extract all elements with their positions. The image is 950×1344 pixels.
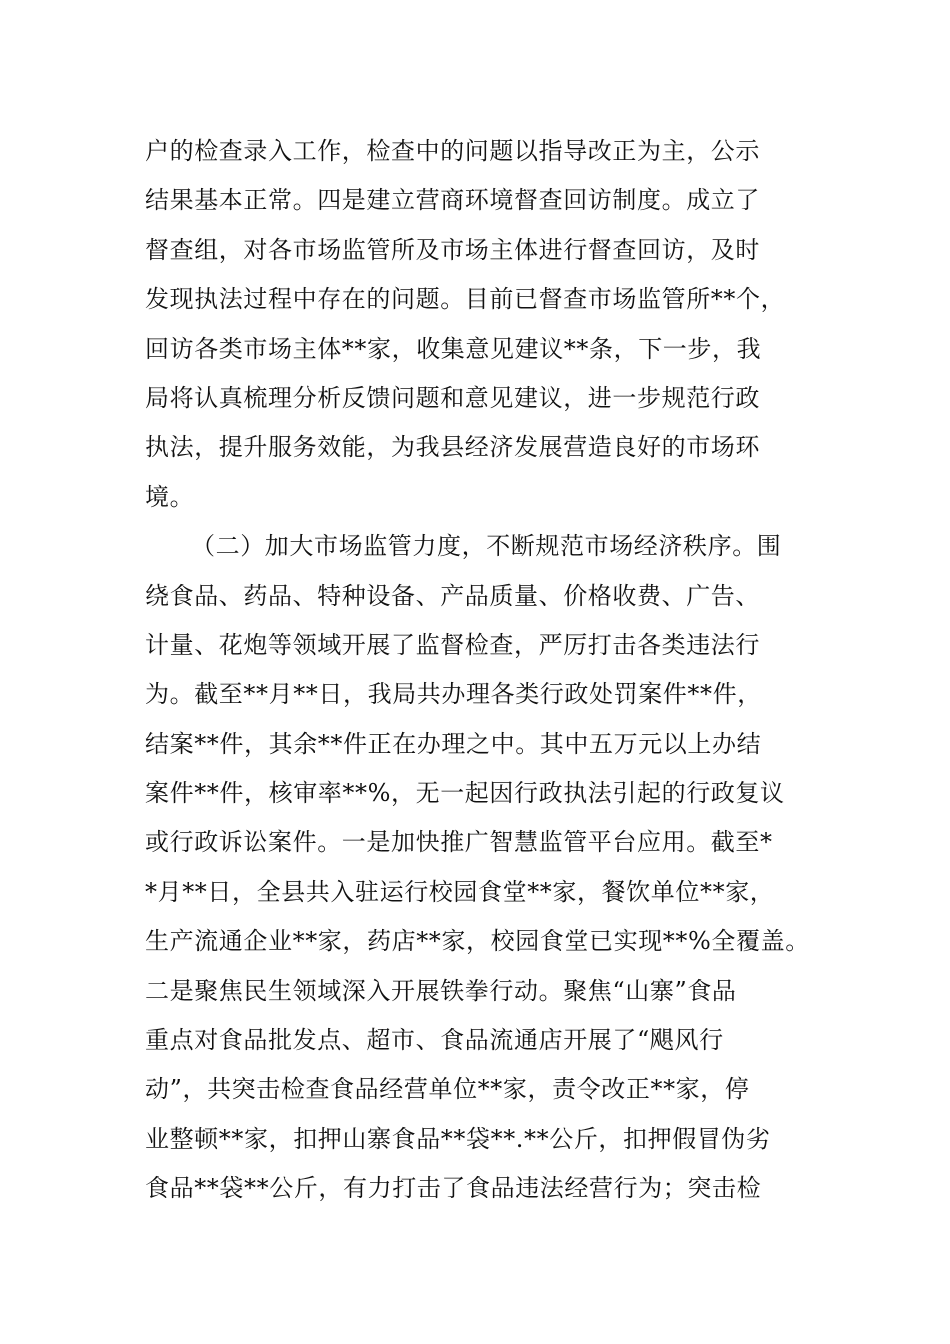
text-line: 局将认真梳理分析反馈问题和意见建议，进一步规范行政	[145, 383, 760, 412]
text-line: 为。截至**月**日，我局共办理各类行政处罚案件**件，	[145, 680, 762, 709]
text-line: *月**日，全县共入驻运行校园食堂**家，餐饮单位**家，	[145, 877, 775, 906]
text-line: 结果基本正常。四是建立营商环境督查回访制度。成立了	[145, 186, 760, 215]
text-line: 或行政诉讼案件。一是加快推广智慧监管平台应用。截至*	[145, 828, 773, 857]
text-line: 发现执法过程中存在的问题。目前已督查市场监管所**个，	[145, 285, 786, 314]
text-line: 计量、花炮等领域开展了监督检查，严厉打击各类违法行	[145, 630, 760, 659]
section-heading-line: （二）加大市场监管力度，不断规范市场经济秩序。围	[191, 532, 782, 561]
text-line: 户的检查录入工作，检查中的问题以指导改正为主，公示	[145, 137, 760, 165]
text-line: 动”，共突击检查食品经营单位**家，责令改正**家，停	[145, 1075, 750, 1104]
text-line: 生产流通企业**家，药店**家，校园食堂已实现**%全覆盖。	[145, 927, 810, 956]
document-body	[145, 127, 825, 1214]
text-line: 执法，提升服务效能，为我县经济发展营造良好的市场环	[145, 433, 760, 462]
text-line: 督查组，对各市场监管所及市场主体进行督查回访，及时	[145, 235, 760, 264]
text-line: 回访各类市场主体**家，收集意见建议**条，下一步，我	[145, 334, 762, 363]
text-line: 结案**件，其余**件正在办理之中。其中五万元以上办结	[145, 729, 762, 758]
text-line: 案件**件，核审率**%，无一起因行政执法引起的行政复议	[145, 779, 785, 808]
text-line: 业整顿**家，扣押山寨食品**袋**.**公斤，扣押假冒伪劣	[145, 1124, 771, 1153]
text-line: 食品**袋**公斤，有力打击了食品违法经营行为；突击检	[145, 1174, 762, 1203]
text-line: 绕食品、药品、特种设备、产品质量、价格收费、广告、	[145, 581, 760, 610]
text-line: 重点对食品批发点、超市、食品流通店开展了“飓风行	[145, 1026, 724, 1055]
text-line: 境。	[145, 482, 195, 511]
text-line: 二是聚焦民生领域深入开展铁拳行动。聚焦“山寨”食品	[145, 976, 737, 1005]
